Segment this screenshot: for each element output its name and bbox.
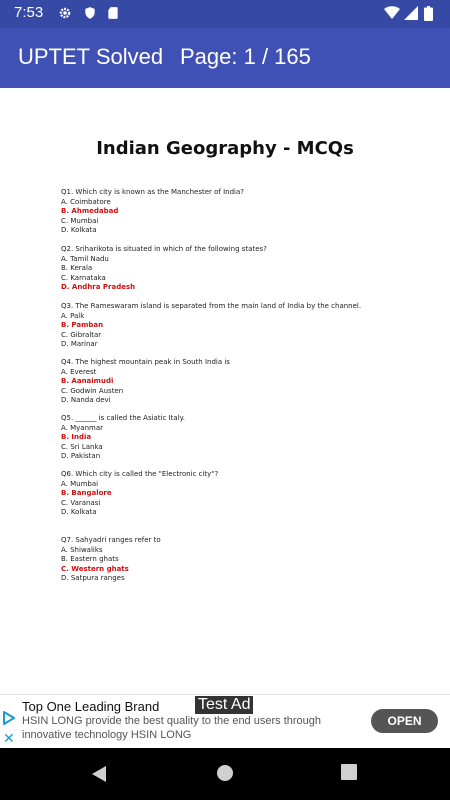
question-block <box>61 414 391 462</box>
question-text: Q7. Sahyadri ranges refer to <box>61 536 161 544</box>
question-block <box>61 536 391 584</box>
answer-option-correct: D. Andhra Pradesh <box>61 283 136 292</box>
answer-option: A. Myanmar <box>61 423 104 432</box>
status-bar <box>0 0 450 28</box>
recents-icon[interactable] <box>341 764 357 780</box>
question-text: Q5. ______ is called the Asiatic Italy. <box>61 414 186 422</box>
pdf-page[interactable] <box>0 88 450 694</box>
answer-option: B. Eastern ghats <box>61 555 119 564</box>
question-text: Q3. The Rameswaram island is separated from the main land of India by the channel. <box>61 302 362 310</box>
app-bar <box>0 28 450 88</box>
question-block <box>61 358 391 406</box>
ad-choices-icon[interactable] <box>3 711 15 725</box>
question-block <box>61 470 391 518</box>
answer-option: D. Nanda devi <box>61 396 111 405</box>
answer-option-correct: C. Western ghats <box>61 564 129 573</box>
answer-option: A. Mumbai <box>61 479 99 488</box>
sd-card-icon <box>106 6 120 20</box>
answer-option: D. Marinar <box>61 340 98 349</box>
ad-banner[interactable] <box>0 694 450 749</box>
gear-icon <box>58 6 72 20</box>
answer-option-correct: B. Pamban <box>61 321 104 330</box>
answer-option-correct: B. Bangalore <box>61 489 112 498</box>
signal-icon <box>404 6 418 20</box>
answer-option: C. Gibraltar <box>61 330 102 339</box>
answer-option: C. Sri Lanka <box>61 442 103 451</box>
answer-option: B. Kerala <box>61 264 93 273</box>
question-block <box>61 302 391 350</box>
question-text: Q4. The highest mountain peak in South India is <box>61 358 230 366</box>
answer-option: A. Palk <box>61 311 85 320</box>
ad-close-icon[interactable]: ✕ <box>3 731 15 747</box>
answer-option: C. Varanasi <box>61 498 101 507</box>
answer-option-correct: B. India <box>61 433 92 442</box>
ad-title[interactable]: Top One Leading Brand <box>22 699 160 714</box>
answer-option: A. Tamil Nadu <box>61 254 109 263</box>
battery-icon <box>424 6 433 21</box>
page-indicator: Page: 1 / 165 <box>180 44 311 69</box>
answer-option-correct: B. Aanaimudi <box>61 377 114 386</box>
question-text: Q6. Which city is called the "Electronic city"? <box>61 470 219 478</box>
answer-option: C. Godwin Austen <box>61 386 124 395</box>
question-block <box>61 245 391 293</box>
answer-option-correct: B. Ahmedabad <box>61 207 119 216</box>
status-time: 7:53 <box>14 4 44 21</box>
question-text: Q2. Sriharikota is situated in which of the following states? <box>61 245 267 253</box>
question-text: Q1. Which city is known as the Manchester of India? <box>61 188 245 196</box>
answer-option: C. Karnataka <box>61 273 106 282</box>
app-title: UPTET Solved <box>18 44 164 69</box>
system-nav-bar <box>0 748 450 800</box>
ad-body[interactable]: HSIN LONG provide the best quality to the end users through innovative technology HSIN LONG <box>22 715 321 741</box>
wifi-icon <box>384 6 400 20</box>
answer-option: D. Satpura ranges <box>61 574 125 583</box>
answer-option: A. Everest <box>61 367 97 376</box>
answer-option: C. Mumbai <box>61 216 99 225</box>
question-block <box>61 188 391 236</box>
answer-option: D. Kolkata <box>61 508 97 517</box>
back-icon[interactable] <box>89 764 109 784</box>
ad-open-button[interactable]: OPEN <box>371 709 438 733</box>
document-title: Indian Geography - MCQs <box>96 138 354 159</box>
test-ad-label: Test Ad <box>195 696 253 714</box>
home-icon[interactable] <box>216 764 234 782</box>
answer-option: A. Shiwaliks <box>61 545 103 554</box>
answer-option: A. Coimbatore <box>61 197 111 206</box>
answer-option: D. Kolkata <box>61 226 97 235</box>
answer-option: D. Pakistan <box>61 452 101 461</box>
shield-icon <box>83 6 97 20</box>
